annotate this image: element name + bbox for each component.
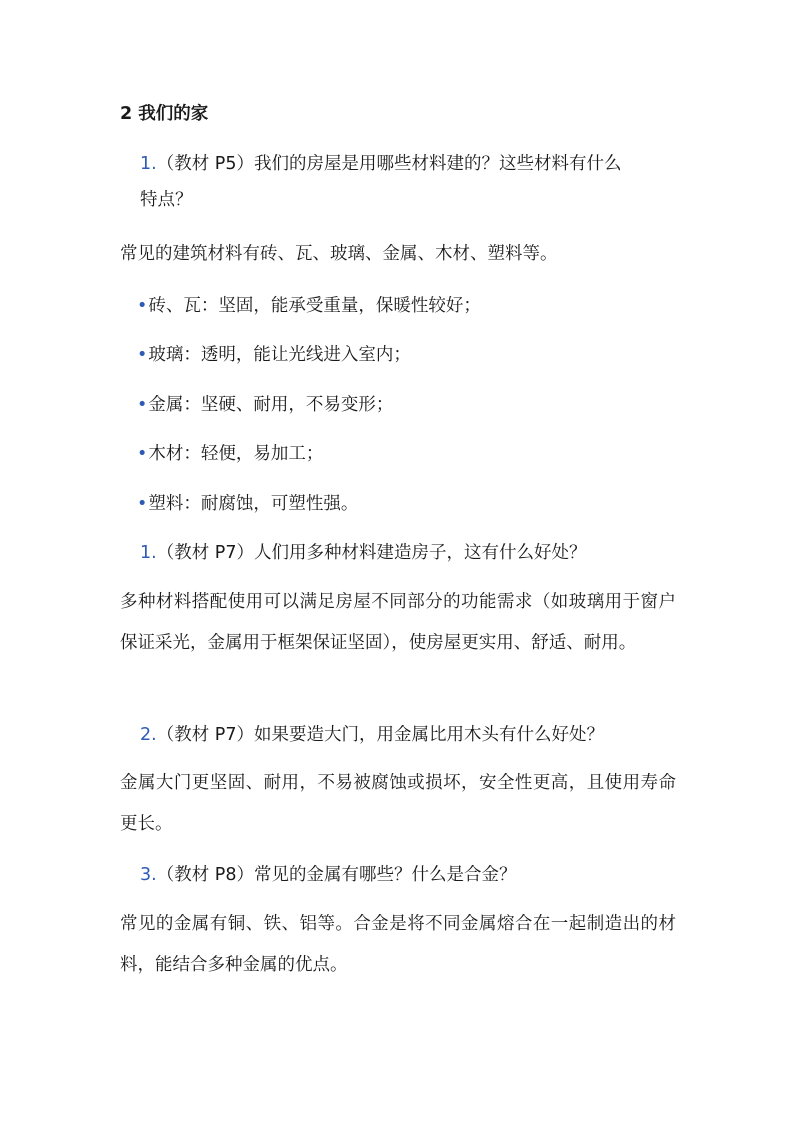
bullet-dot: • <box>137 345 148 365</box>
answer-4: 常见的金属有铜、铁、铝等。合金是将不同金属熔合在一起制造出的材料，能结合多种金属的优点。 <box>120 914 676 975</box>
bullet-dot: • <box>137 395 148 415</box>
question-3 <box>140 717 680 753</box>
answer-3: 金属大门更坚固、耐用，不易被腐蚀或损坏，安全性更高，且使用寿命更长。 <box>120 773 676 834</box>
question-1-number: 1. <box>140 154 157 174</box>
question-2-text: （教材 P7）人们用多种材料建造房子，这有什么好处？ <box>156 543 587 563</box>
question-1-text-line1: （教材 P5）我们的房屋是用哪些材料建的？这些材料有什么 <box>156 154 622 174</box>
bullet-text: 金属：坚硬、耐用，不易变形； <box>148 395 394 415</box>
bullet-item <box>137 341 677 369</box>
question-4-text: （教材 P8）常见的金属有哪些？什么是合金？ <box>156 865 517 885</box>
answer-2: 多种材料搭配使用可以满足房屋不同部分的功能需求（如玻璃用于窗户保证采光，金属用于框架保证坚固），使房屋更实用、舒适、耐用。 <box>120 592 676 653</box>
bullet-dot: • <box>137 494 148 514</box>
bullet-text: 砖、瓦：坚固，能承受重量，保暖性较好； <box>148 296 481 316</box>
question-2-number: 1. <box>140 543 157 563</box>
bullet-item <box>137 391 677 419</box>
bullet-item <box>137 440 677 468</box>
page-title: 2 我们的家 <box>120 104 209 124</box>
question-3-number: 2. <box>140 725 157 745</box>
bullet-text: 玻璃：透明，能让光线进入室内； <box>148 345 411 365</box>
question-4 <box>140 857 680 893</box>
bullet-text: 木材：轻便，易加工； <box>148 444 324 464</box>
bullet-dot: • <box>137 444 148 464</box>
question-1 <box>140 146 680 218</box>
bullet-item <box>137 490 677 518</box>
question-1-text-line2: 特点？ <box>140 190 193 210</box>
answer-1: 常见的建筑材料有砖、瓦、玻璃、金属、木材、塑料等。 <box>120 244 558 264</box>
bullet-text: 塑料：耐腐蚀，可塑性强。 <box>148 494 359 514</box>
bullet-item <box>137 292 677 320</box>
question-2 <box>140 535 680 571</box>
bullet-dot: • <box>137 296 148 316</box>
question-4-number: 3. <box>140 865 157 885</box>
question-3-text: （教材 P7）如果要造大门，用金属比用木头有什么好处？ <box>156 725 604 745</box>
